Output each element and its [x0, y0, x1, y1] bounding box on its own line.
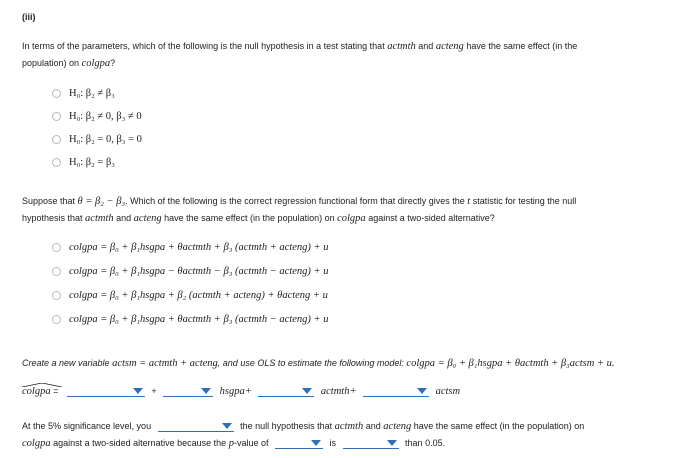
question-2-text: Suppose that θ = β₂ − β₃. Which of the following is the correct regression functional form that directly gives the t statistic for testing the null hypothesis that actmth and acteng have the same effect (in the population) on colgpa against a two-sided alternative?: [22, 196, 577, 224]
hat-accent-icon: [22, 383, 62, 387]
q2-options: [52, 240, 329, 326]
radio-button[interactable]: [52, 291, 61, 300]
q1-option-4[interactable]: H₀: β₂ = β₃: [52, 155, 142, 169]
chevron-down-icon: [222, 423, 232, 429]
radio-button[interactable]: [52, 315, 61, 324]
chevron-down-icon: [133, 388, 143, 394]
q2-option-3[interactable]: colgpa = β₀ + β₁hsgpa + β₂ (actmth + acteng) + θacteng + u: [52, 288, 329, 302]
question-1-text: In terms of the parameters, which of the following is the null hypothesis in a test stating that actmth and acteng have the same effect (in the population) on colgpa?: [22, 41, 578, 69]
question-3-text: Create a new variable actsm = actmth + acteng, and use OLS to estimate the following model: colgpa = β₀ + β₁hsgpa + θactmth + β₃actsm + u.: [22, 358, 615, 369]
pvalue-dropdown[interactable]: [275, 436, 323, 449]
q1-option-3[interactable]: H₀: β₂ = 0, β₃ = 0: [52, 132, 142, 146]
radio-button[interactable]: [52, 267, 61, 276]
q1-option-1[interactable]: H₀: β₂ ≠ β₃: [52, 86, 142, 100]
radio-button[interactable]: [52, 158, 61, 167]
radio-button[interactable]: [52, 89, 61, 98]
comparison-dropdown[interactable]: [343, 436, 399, 449]
chevron-down-icon: [387, 440, 397, 446]
actmth-coef-dropdown[interactable]: [258, 384, 314, 397]
chevron-down-icon: [302, 388, 312, 394]
q2-option-1[interactable]: colgpa = β₀ + β₁hsgpa + θactmth + β₃ (actmth + acteng) + u: [52, 240, 329, 254]
decision-dropdown[interactable]: [158, 419, 234, 432]
radio-button[interactable]: [52, 243, 61, 252]
q2-option-4[interactable]: colgpa = β₀ + β₁hsgpa + θactmth + β₃ (actmth − acteng) + u: [52, 312, 329, 326]
radio-button[interactable]: [52, 135, 61, 144]
q2-option-2[interactable]: colgpa = β₀ + β₁hsgpa − θactmth − β₃ (actmth − acteng) + u: [52, 264, 329, 278]
hsgpa-coef-dropdown[interactable]: [163, 384, 213, 397]
intercept-dropdown[interactable]: [67, 384, 145, 397]
chevron-down-icon: [311, 440, 321, 446]
part-label: (iii): [22, 12, 36, 22]
q1-options: [52, 86, 142, 169]
chevron-down-icon: [417, 388, 427, 394]
question-4-line-2: colgpa against a two-sided alternative because the p-value of is than 0.05.: [22, 438, 446, 449]
q1-option-2[interactable]: H₀: β₂ ≠ 0, β₃ ≠ 0: [52, 109, 142, 123]
actsm-coef-dropdown[interactable]: [363, 384, 429, 397]
colgpa-hat: colgpa: [22, 386, 51, 397]
fitted-equation: colgpa = + hsgpa+ actmth+ actsm: [22, 384, 460, 397]
chevron-down-icon: [201, 388, 211, 394]
radio-button[interactable]: [52, 112, 61, 121]
question-4-line-1: At the 5% significance level, you the null hypothesis that actmth and acteng have the same effect (in the population) on: [22, 421, 585, 432]
